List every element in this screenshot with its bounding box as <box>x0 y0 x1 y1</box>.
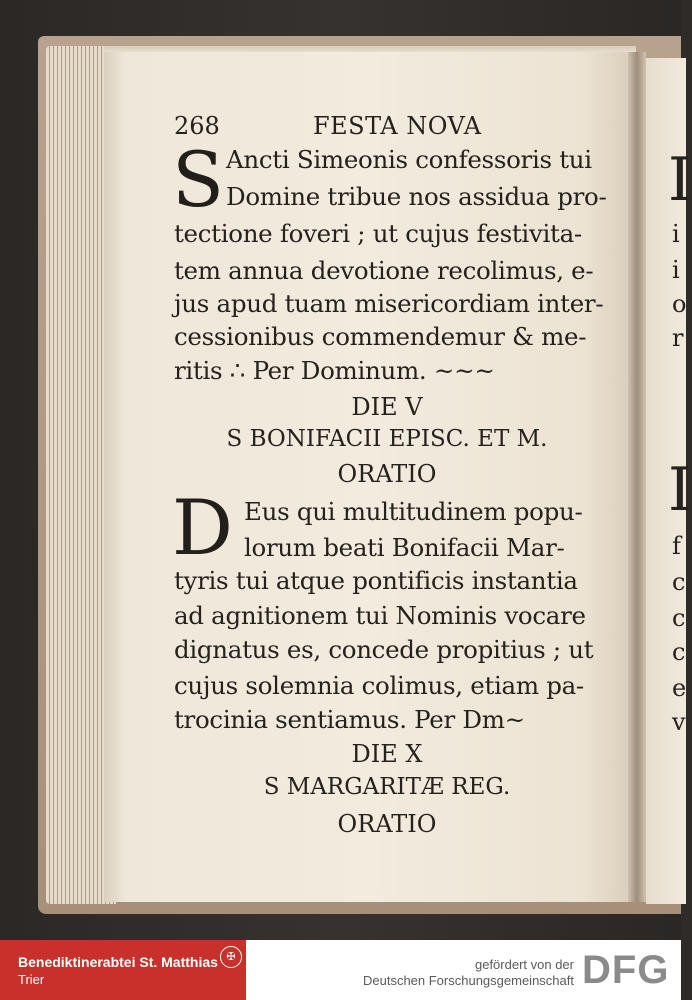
footer-bar <box>0 940 681 1000</box>
drop-cap-s: S <box>172 135 225 224</box>
prayer1-line: jus apud tuam misericordiam inter- <box>174 289 604 318</box>
right-page-fragment: e <box>672 674 687 702</box>
day-heading: DIE X <box>351 740 423 768</box>
prayer1-line: tectione foveri ; ut cujus festivita- <box>174 219 582 248</box>
prayer2-line: tyris tui atque pontificis instantia <box>174 566 578 595</box>
page-number: 268 <box>174 112 220 140</box>
saint-heading: S BONIFACII EPISC. ET M. <box>226 426 548 452</box>
oratio-heading: ORATIO <box>337 460 437 488</box>
right-page-fragment: c <box>672 568 686 596</box>
right-page-fragment: c <box>672 604 686 632</box>
right-page-fragment: o <box>672 290 687 318</box>
right-page-fragment: I <box>668 145 692 215</box>
oratio-heading: ORATIO <box>337 810 437 838</box>
drop-cap-d: D <box>172 483 233 572</box>
prayer1-line: ritis ∴ Per Dominum. ~~~ <box>174 356 495 385</box>
institution-city: Trier <box>18 972 45 987</box>
right-page-fragment: i <box>672 220 680 248</box>
running-head: FESTA NOVA <box>313 112 482 140</box>
prayer1-line: tem annua devotione recolimus, e- <box>174 256 594 285</box>
saint-heading: S MARGARITÆ REG. <box>263 774 511 800</box>
prayer1-line: cessionibus commendemur & me- <box>174 322 587 351</box>
right-page-fragment: i <box>672 256 680 284</box>
institution-name: Benediktinerabtei St. Matthias <box>18 954 218 970</box>
prayer2-line: dignatus es, concede propitius ; ut <box>174 635 594 664</box>
prayer1-line: Domine tribue nos assidua pro- <box>226 182 607 211</box>
prayer2-line: ad agnitionem tui Nominis vocare <box>174 601 586 630</box>
prayer1-line: Ancti Simeonis confessoris tui <box>226 145 592 174</box>
funder-name: Deutschen Forschungsgemeinschaft <box>362 973 574 988</box>
abbey-logo-icon: ✠ <box>220 946 242 968</box>
prayer2-line: trocinia sentiamus. Per Dm~ <box>174 705 525 734</box>
day-heading: DIE V <box>351 393 423 421</box>
institution-banner[interactable] <box>0 940 246 1000</box>
right-page-fragment: r <box>672 324 684 352</box>
dfg-logo[interactable]: DFG <box>582 948 670 992</box>
funding-note: gefördert von der <box>474 957 574 972</box>
prayer2-line: lorum beati Bonifacii Mar- <box>244 533 565 562</box>
right-page-fragment: f <box>672 532 681 560</box>
right-page-fragment: v <box>672 708 686 736</box>
book-gutter <box>628 52 646 902</box>
right-page-fragment: c <box>672 638 686 666</box>
prayer2-line: cujus solemnia colimus, etiam pa- <box>174 671 584 700</box>
prayer2-line: Eus qui multitudinem popu- <box>244 497 583 526</box>
right-page-fragment: I <box>668 455 692 525</box>
